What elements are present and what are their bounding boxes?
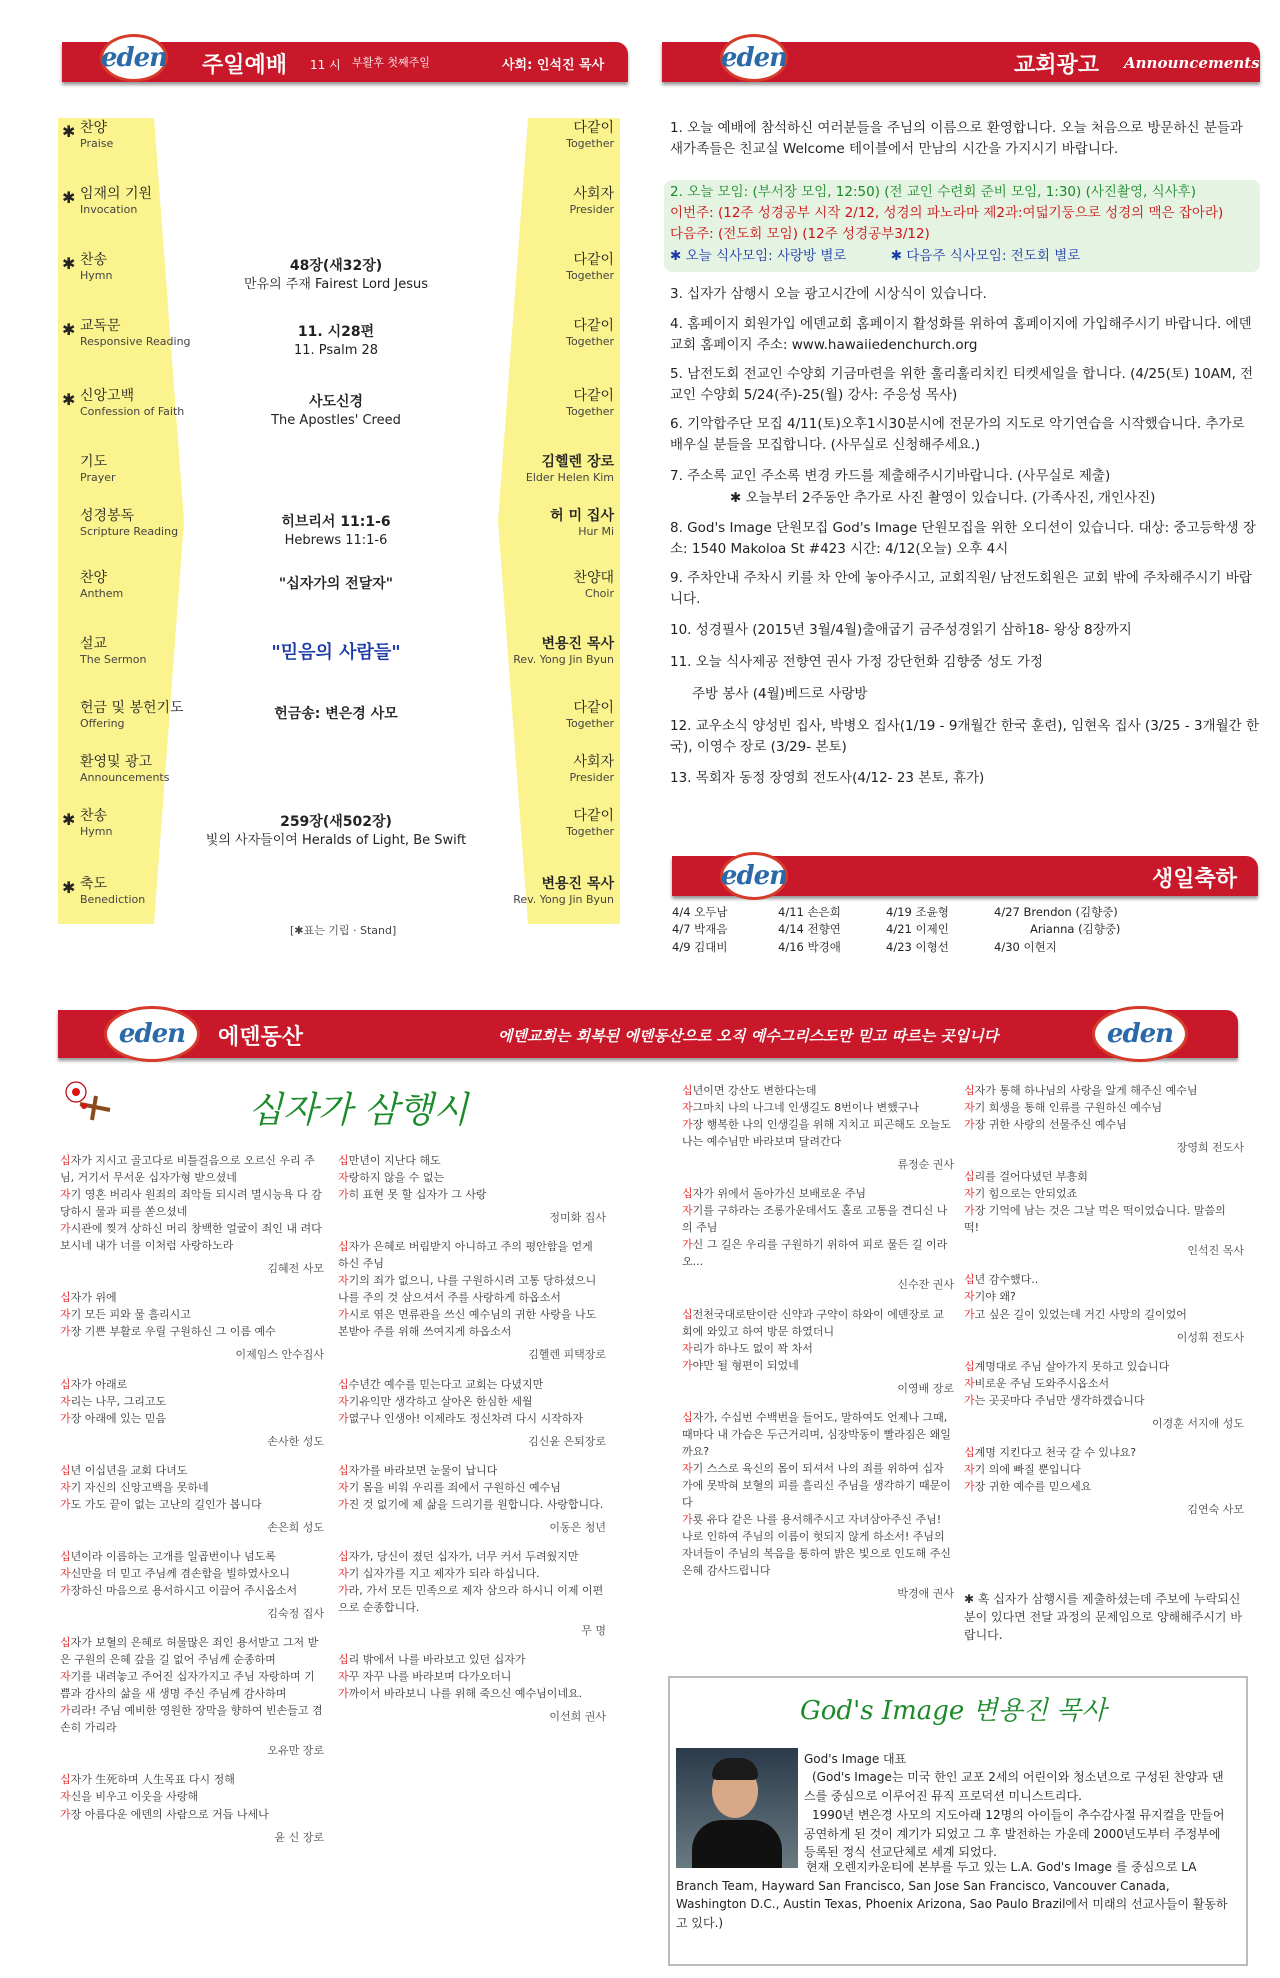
poem-title: 십자가 삼행시 (248, 1090, 469, 1131)
leader-en: Rev. Yong Jin Byun (513, 892, 614, 906)
meeting-nextweek (670, 224, 1260, 245)
poem-line: 가장 기억에 남는 것은 그날 먹은 떡이었습니다. 말씀의 떡! (964, 1204, 1226, 1235)
poem-author: 류정순 권사 (897, 1158, 954, 1172)
leader-ko: 찬양대 (573, 570, 614, 586)
leader-en: Choir (585, 586, 614, 600)
poem-line: 십전천국대로탄이란 신약과 구약이 하와이 에덴장로 교회에 와있고 하여 방문 하였더니 (682, 1307, 944, 1338)
order-item-leader (566, 388, 614, 418)
birthday-entry: 4/11 손은희 (778, 905, 841, 919)
announcement-4: 4. 홈페이지 회원가입 에덴교회 홈페이지 활성화를 위하여 홈페이지에 가입해주시기 바랍니다. 에덴교회 홈페이지 주소: www.hawaiiedenchurch.org (670, 316, 1252, 353)
leader-ko: 사회자 (573, 186, 614, 202)
announcement-3: 3. 십자가 삼행시 오늘 광고시간에 시상식이 있습니다. (670, 286, 987, 302)
meeting-today (670, 182, 1260, 203)
order-item-content (196, 574, 476, 594)
birthday-title: 생일축하 (1152, 867, 1238, 892)
poem-line: 십자가 은혜로 버림받지 아니하고 주의 평안함을 얻게 하신 주님 (338, 1240, 593, 1271)
poem-entry (682, 1306, 954, 1397)
poem-line: 십자가, 당신이 졌던 십자가, 너무 커서 두려웠지만 (338, 1549, 579, 1563)
poem-entry (964, 1168, 1244, 1259)
order-item-leader (566, 700, 614, 730)
poem-line: 자기 모든 피와 물 흘리시고 (60, 1308, 191, 1322)
poem-line: 가시관에 찢겨 상하신 머리 창백한 얼굴이 죄인 내 려다보시네 내가 너를 이처럼 사랑하노라 (60, 1222, 322, 1253)
announcement-7-note: ✱ 오늘부터 2주동안 추가로 사진 촬영이 있습니다. (가족사진, 개인사진) (730, 490, 1156, 506)
order-item-leader (566, 318, 614, 348)
order-item-leader (526, 454, 614, 484)
order-item-leader (550, 508, 614, 538)
poem-line: 자기의 죄가 없으니, 나를 구원하시려 고통 당하셨으니 나를 주의 것 삼으셔서 주를 사랑하게 하옵소서 (338, 1274, 597, 1305)
order-item-ko: 임재의 기원 (80, 186, 153, 202)
poem-entry (338, 1548, 606, 1639)
poem-author: 이성휘 전도사 (1176, 1330, 1244, 1344)
meeting-thisweek-text: 이번주: (12주 성경공부 시작 2/12, 성경의 파노라마 제2과:여덟기둥으로 성경의 맥은 잡아라) (670, 205, 1224, 221)
order-item-en: Praise (80, 136, 114, 150)
order-item-en: Invocation (80, 202, 138, 216)
poem-line: 십자가 위에 (60, 1291, 117, 1305)
birthday-col-2 (778, 904, 841, 956)
order-item-en: Anthem (80, 586, 124, 600)
order-item-label (80, 186, 152, 216)
order-item-main: "십자가의 전달자" (278, 576, 394, 592)
order-item-ko: 찬양 (80, 570, 108, 586)
order-right-arrow (498, 118, 528, 924)
godsimage-p2: 1990년 변은경 사모의 지도아래 12명의 아이들이 추수감사절 뮤지컬을 만들어 공연하게 된 것이 계기가 되었고 그 후 발전하는 가운데 2000년도부터 주정부에 등록된 정식 선교단체로 세계 되었다. (804, 1808, 1225, 1860)
birthday-entry: 4/19 조윤형 (886, 905, 949, 919)
leader-en: Rev. Yong Jin Byun (513, 652, 614, 666)
poem-line: 십리를 걸어다녔던 부흥회 (964, 1170, 1088, 1184)
poem-line: 십리 밖에서 나를 바라보고 있던 십자가 (338, 1653, 526, 1667)
leader-ko: 김헬렌 장로 (541, 454, 614, 470)
poem-author: 이선희 권사 (549, 1710, 606, 1724)
birthday-entry: 4/16 박경애 (778, 939, 841, 954)
poem-line: 십자가 아래로 (60, 1377, 128, 1391)
order-item-ko: 설교 (80, 636, 108, 652)
order-item-ko: 성경봉독 (80, 508, 135, 524)
order-item-label (80, 570, 123, 600)
eden-logo: eden (104, 1006, 200, 1062)
poem-entry (338, 1376, 606, 1450)
leader-en: Together (566, 404, 614, 418)
stand-star-icon: ✱ (62, 878, 76, 897)
poem-line: 가장 아래에 있는 믿음 (60, 1411, 167, 1425)
poem-entry (60, 1634, 324, 1759)
birthday-entry: 4/23 이형선 (886, 939, 949, 954)
poem-line: 자신을 비우고 이웃을 사랑해 (60, 1790, 199, 1804)
poem-entry (338, 1651, 606, 1725)
order-item-content (196, 256, 476, 295)
poem-line: 가엾구나 인생아! 이제라도 정신차려 다시 시작하자 (338, 1411, 584, 1425)
leader-en: Together (566, 334, 614, 348)
leader-en: Together (566, 716, 614, 730)
poem-entry (682, 1082, 954, 1173)
poem-line: 가시로 엮은 면류관을 쓰신 예수님의 귀한 사랑을 나도 본받아 주를 위해 쓰여지게 하옵소서 (338, 1308, 597, 1339)
stand-star-icon: ✱ (62, 254, 76, 273)
poem-entry (964, 1444, 1244, 1518)
poem-author: 김연숙 사모 (1187, 1502, 1244, 1516)
announcement-7: 7. 주소록 교인 주소록 변경 카드를 제출해주시기바랍니다. (사무실로 제출) (670, 468, 1111, 484)
leader-en: Elder Helen Kim (525, 470, 614, 484)
leader-en: Together (566, 136, 614, 150)
poem-line: 자리가 하나도 없이 꽉 차서 (682, 1341, 813, 1355)
worship-time: 11 시 (310, 58, 341, 72)
poem-line: 가까이서 바라보니 나를 위해 죽으신 예수님이네요. (338, 1687, 583, 1701)
order-item-label (80, 636, 146, 666)
order-item-sub: Hebrews 11:1-6 (284, 533, 388, 549)
birthday-entry: Arianna (김향중) (1030, 922, 1121, 937)
eden-logo: eden (1092, 1006, 1188, 1062)
meeting-today-text: 2. 오늘 모임: (부서장 모임, 12:50) (전 교인 수련회 준비 모임, 1:30) (사진촬영, 식사후) (670, 184, 1196, 200)
order-item-main: 259장(새502장) (280, 814, 392, 830)
poem-line: 십년 이십년을 교회 다녀도 (60, 1463, 188, 1477)
birthday-entry: 4/30 이현지 (994, 939, 1057, 954)
poem-line: 십자가, 수십번 수백번을 들어도, 말하여도 언제나 그때, 때마다 내 가슴은 두근거리며, 심장박동이 빨라짐은 왜일까요? (682, 1410, 951, 1458)
announcement-1: 1. 오늘 예배에 참석하신 여러분들을 주님의 이름으로 환영합니다. 오늘 처음으로 방문하신 분들과 새가족들은 친교실 Welcome 테이블에서 만남의 시간을 가지시기 바랍니다. (670, 120, 1243, 157)
birthday-col-4 (994, 904, 1120, 956)
eden-logo: eden (100, 34, 168, 82)
meal-next: ✱ 다음주 식사모임: 전도회 별로 (890, 248, 1081, 264)
order-item-en: Hymn (80, 268, 113, 282)
poem-line: 십자가 生死하며 人生목표 다시 정해 (60, 1773, 235, 1787)
meal-today: ✱ 오늘 식사모임: 사랑방 별로 (670, 248, 847, 264)
poem-entry (964, 1271, 1244, 1345)
meal-meeting (670, 246, 1260, 267)
order-item-main: 헌금송: 변은경 사모 (274, 706, 398, 722)
order-item-content (196, 322, 476, 361)
poem-line: 가진 것 없기에 제 삶을 드리기를 원합니다. 사랑합니다. (338, 1497, 604, 1511)
eden-motto: 에덴교회는 회복된 에덴동산으로 오직 예수그리스도만 믿고 따르는 곳입니다 (498, 1027, 999, 1045)
poem-line: 자비로운 주님 도와주시옵소서 (964, 1376, 1110, 1390)
order-item-ko: 신앙고백 (80, 388, 135, 404)
order-item-content (196, 704, 476, 724)
order-item-ko: 축도 (80, 876, 108, 892)
order-item-label (80, 318, 191, 348)
poem-author: 손은희 성도 (267, 1520, 324, 1534)
announcement-12: 12. 교우소식 양성빈 집사, 박병오 집사(1/19 - 9개월간 한국 훈련), 임현옥 집사 (3/25 - 3개월간 한국), 이영수 장로 (3/29- 본토) (670, 718, 1260, 755)
poem-line: 가장 기쁜 부활로 우릴 구원하신 그 이름 예수 (60, 1325, 276, 1339)
leader-en: Presider (569, 202, 614, 216)
poem-line: 자기야 왜? (964, 1290, 1016, 1304)
order-item-label (80, 808, 112, 838)
order-item-sub: 빛의 사자들이여 Heralds of Light, Be Swift (205, 833, 467, 849)
order-item-ko: 헌금 및 봉헌기도 (80, 700, 184, 716)
poem-line: 가장하신 마음으로 용서하시고 이끌어 주시옵소서 (60, 1583, 298, 1597)
poem-line: 가고 싶은 길이 있었는데 거긴 사망의 길이었어 (964, 1307, 1187, 1321)
poem-line: 자기를 내려놓고 주어진 십자가지고 주님 자랑하며 기쁨과 감사의 삶을 새 생명 주신 주님께 감사하며 (60, 1670, 315, 1701)
poem-line: 자꾸 자꾸 나를 바라보며 다가오더니 (338, 1670, 512, 1684)
order-item-leader (513, 876, 614, 906)
order-item-en: Prayer (80, 470, 116, 484)
leader-en: Presider (569, 770, 614, 784)
order-item-sub: The Apostles' Creed (271, 413, 401, 429)
poem-line: 자신만을 더 믿고 주님께 겸손함을 빌하였사오니 (60, 1566, 291, 1580)
order-item-leader (513, 636, 614, 666)
order-item-content (196, 812, 476, 851)
order-item-label (80, 700, 184, 730)
poem-author: 이경훈 서지애 성도 (1151, 1416, 1244, 1430)
order-item-ko: 찬양 (80, 120, 108, 136)
stand-star-icon: ✱ (62, 122, 76, 141)
order-item-leader (573, 570, 614, 600)
order-item-label (80, 876, 145, 906)
leader-ko: 변용진 목사 (541, 636, 614, 652)
poem-line: 가룟 유다 같은 나를 용서해주시고 자녀삼아주신 주님! 나로 인하여 주님의 이름이 헛되지 않게 하소서! 주님의 자녀들이 주님의 복음을 통하여 밝은 빛으로 인도해 주신 은혜 감사드립니다 (682, 1513, 951, 1578)
poem-line: 십자가 통해 하나님의 사랑을 알게 해주신 예수님 (964, 1084, 1198, 1097)
godsimage-label: God's Image 대표 (804, 1752, 907, 1766)
order-item-en: Responsive Reading (80, 334, 191, 348)
eden-banner (58, 1010, 1238, 1058)
announcement-10: 10. 성경필사 (2015년 3월/4월)출애굽기 금주성경읽기 삼하18- 왕상 8장까지 (670, 622, 1132, 638)
stand-star-icon: ✱ (62, 390, 76, 409)
poem-line: 자기 자신의 신앙고백을 못하네 (60, 1480, 209, 1494)
announcement-11: 11. 오늘 식사제공 전향연 권사 가정 강단헌화 김향중 성도 가정 (670, 654, 1044, 670)
order-item-sub: 만유의 주재 Fairest Lord Jesus (243, 277, 429, 293)
poem-line: 자기를 구하라는 조롱가운데서도 홀로 고통을 견디신 나의 주님 (682, 1204, 948, 1235)
announcement-9: 9. 주차안내 주차시 키를 차 안에 놓아주시고, 교회직원/ 남전도회원은 교회 밖에 주차해주시기 바랍니다. (670, 570, 1252, 607)
poem-entry (338, 1152, 606, 1226)
poem-line: 자리는 나무, 그리고도 (60, 1394, 167, 1408)
leader-ko: 다같이 (573, 120, 614, 136)
birthday-entry: 4/27 Brendon (김향중) (994, 905, 1118, 919)
poem-line: 자기 힘으로는 안되었죠 (964, 1187, 1078, 1201)
birthday-entry: 4/4 오두남 (672, 905, 728, 919)
leader-ko: 다같이 (573, 318, 614, 334)
poem-author: 신수잔 권사 (897, 1278, 954, 1292)
eden-title: 에덴동산 (218, 1025, 304, 1050)
leader-en: Together (566, 824, 614, 838)
meeting-thisweek (670, 203, 1260, 224)
order-item-leader (566, 808, 614, 838)
poem-line: 가는 곳곳마다 주님만 생각하겠습니다 (964, 1393, 1145, 1407)
order-item-en: The Sermon (80, 652, 147, 666)
announcement-11b: 주방 봉사 (4월)베드로 사랑방 (692, 686, 868, 702)
poem-author: 인석진 목사 (1187, 1244, 1244, 1258)
poem-entry (682, 1185, 954, 1293)
godsimage-title: God's Image 변용진 목사 (800, 1696, 1107, 1726)
poem-entry (60, 1289, 324, 1363)
birthday-entry: 4/14 전향연 (778, 922, 841, 937)
order-item-ko: 찬송 (80, 808, 108, 824)
leader-ko: 사회자 (573, 754, 614, 770)
poem-line: 십년이면 강산도 변한다는데 (682, 1084, 817, 1097)
poem-author: 이제임스 안수집사 (235, 1348, 324, 1362)
order-item-main: 48장(새32장) (289, 258, 383, 274)
birthday-entry: 4/7 박재음 (672, 922, 728, 937)
leader-ko: 다같이 (573, 252, 614, 268)
order-item-en: Announcements (80, 770, 170, 784)
order-item-en: Scripture Reading (80, 524, 179, 538)
order-item-label (80, 508, 178, 538)
poem-line: 가히 표현 못 할 십자가 그 사랑 (338, 1188, 487, 1202)
poem-line: 십만년이 지난다 해도 (338, 1154, 441, 1167)
order-item-main: 히브리서 11:1-6 (281, 514, 391, 530)
eden-logo: eden (720, 34, 788, 82)
order-item-content (196, 512, 476, 551)
poem-line: 가라, 가서 모든 민족으로 제자 삼으라 하시니 이제 이편으로 순종합니다. (338, 1583, 604, 1615)
order-item-en: Confession of Faith (80, 404, 185, 418)
poem-line: 자기 희생을 통해 인류를 구원하신 예수님 (964, 1101, 1163, 1115)
poem-entry (60, 1771, 324, 1845)
order-item-label (80, 120, 113, 150)
poem-line: 가장 행복한 나의 인생길을 위해 지치고 피곤해도 오늘도 나는 예수님만 바라보며 달려간다 (682, 1118, 951, 1149)
poem-line: 십계명대로 주님 살아가지 못하고 있습니다 (964, 1359, 1170, 1373)
godsimage-p3: 현재 오렌지카운티에 본부를 두고 있는 L.A. God's Image 를 중심으로 LA Branch Team, Hayward San Francisco, San Jose San Francisco, Vancouver Canada, Washington D.C., Austin Texas, Phoenix Arizona, Sao Paulo Brazil에서 미래의 선교사들이 활동하고 있다.) (676, 1860, 1228, 1930)
poem-line: 십자가 위에서 돌아가신 보배로운 주님 (682, 1187, 867, 1201)
order-item-label (80, 754, 169, 784)
poem-line: 자랑하지 않을 수 없는 (338, 1171, 445, 1185)
poem-line: 십자가를 바라보면 눈물이 납니다 (338, 1463, 498, 1477)
poem-author: 윤 신 장로 (274, 1830, 324, 1844)
order-item-main: "믿음의 사람들" (271, 642, 401, 663)
order-item-label (80, 454, 116, 484)
poem-line: 가장 귀한 예수를 믿으세요 (964, 1479, 1092, 1493)
stand-star-icon: ✱ (62, 810, 76, 829)
leader-ko: 다같이 (573, 808, 614, 824)
poem-author: 김헬렌 피택장로 (528, 1348, 606, 1362)
poem-entry (60, 1548, 324, 1622)
announce-subtitle: Announcements (1124, 54, 1260, 72)
worship-host: 사회: 인석진 목사 (502, 58, 605, 73)
birthday-col-3 (886, 904, 949, 956)
order-item-en: Benediction (80, 892, 146, 906)
poem-column-4 (964, 1082, 1244, 1530)
poem-author: 장영희 전도사 (1176, 1141, 1244, 1155)
poem-line: 자기 몸을 비워 우리를 죄에서 구원하신 예수님 (338, 1480, 561, 1494)
poem-entry (964, 1358, 1244, 1432)
birthday-col-1 (672, 904, 728, 956)
poem-line: 가장 귀한 사랑의 선물주신 예수님 (964, 1118, 1127, 1132)
announce-title: 교회광고 (1014, 53, 1100, 78)
poem-entry (60, 1376, 324, 1450)
cross-icon (60, 1080, 124, 1124)
poem-entry (60, 1462, 324, 1536)
worship-sunday: 부활후 첫째주일 (352, 56, 430, 69)
poem-column-3 (682, 1082, 954, 1614)
poem-line: 십자가 지시고 골고다로 비틀걸음으로 오르신 우리 주님, 거기서 무서운 십자가형 받으셨네 (60, 1154, 315, 1185)
poem-line: 자그마치 나의 나그네 인생길도 8번이나 변했구나 (682, 1101, 920, 1115)
poem-entry (682, 1409, 954, 1603)
order-item-ko: 찬송 (80, 252, 108, 268)
announcement-5: 5. 남전도회 전교인 수양회 기금마련을 위한 훌리훌리치킨 티켓세일을 합니다. (4/25(토) 10AM, 전교인 수양회 5/24(주)-25(월) 강사: 주응성 목사) (670, 366, 1254, 403)
order-item-leader (566, 252, 614, 282)
birthday-entry: 4/9 김대비 (672, 939, 728, 954)
poem-line: 자기 스스로 육신의 몸이 되셔서 나의 죄를 위하여 십자가에 못박혀 보혈의 피를 흘리신 주님을 생각하기 때문이다 (682, 1461, 951, 1509)
order-item-leader (569, 754, 614, 784)
poem-author: 무 명 (581, 1624, 606, 1638)
leader-en: Hur Mi (578, 524, 614, 538)
leader-en: Together (566, 268, 614, 282)
poem-line: 십자가 보혈의 은혜로 허물많은 죄인 용서받고 그저 받은 구원의 은혜 갚을 길 없어 주님께 순종하며 (60, 1636, 319, 1667)
poem-line: 십계명 지킨다고 천국 갈 수 있냐요? (964, 1445, 1137, 1459)
poem-entry (964, 1082, 1244, 1156)
meeting-nextweek-text: 다음주: (전도회 모임) (12주 성경공부3/12) (670, 226, 930, 242)
poem-author: 손사한 성도 (267, 1434, 324, 1448)
order-item-leader (569, 186, 614, 216)
order-item-content (196, 640, 476, 666)
leader-ko: 변용진 목사 (541, 876, 614, 892)
poem-entry (338, 1238, 606, 1363)
poem-line: 자기유익만 생각하고 살아온 한심한 세월 (338, 1394, 533, 1408)
poem-entry (60, 1152, 324, 1277)
poem-note: ✱ 혹 십자가 삼행시를 제출하셨는데 주보에 누락되신 분이 있다면 전달 과정의 문제임으로 양해해주시기 바랍니다. (964, 1592, 1242, 1642)
poem-author: 김신윤 은퇴장로 (528, 1434, 606, 1448)
poem-line: 가야만 될 형편이 되었네 (682, 1358, 799, 1372)
poem-line: 가도 가도 끝이 없는 고난의 길인가 봅니다 (60, 1497, 262, 1511)
pastor-photo (676, 1748, 798, 1868)
poem-author: 이동은 청년 (549, 1520, 606, 1534)
order-item-content (196, 392, 476, 431)
eden-logo: eden (720, 852, 788, 900)
poem-column-2 (338, 1152, 606, 1737)
order-item-en: Hymn (80, 824, 113, 838)
poem-line: 가장 아름다운 에덴의 사람으로 거듭 나세나 (60, 1807, 269, 1821)
order-item-ko: 환영및 광고 (80, 754, 153, 770)
order-item-en: Offering (80, 716, 125, 730)
leader-ko: 다같이 (573, 700, 614, 716)
poem-line: 십수년간 예수를 믿는다고 교회는 다녔지만 (338, 1377, 544, 1391)
poem-author: 박경애 권사 (897, 1587, 954, 1601)
poem-line: 자기 영혼 버리사 원죄의 죄악들 되시려 멸시능욕 다 감당하시 물과 피를 쏟으셨네 (60, 1188, 322, 1219)
poem-column-1 (60, 1152, 324, 1858)
announcement-13: 13. 목회자 동정 장영희 전도사(4/12- 23 본토, 휴가) (670, 770, 985, 786)
poem-author: 이영배 장로 (897, 1381, 954, 1395)
leader-ko: 허 미 집사 (550, 508, 614, 524)
announcement-8: 8. God's Image 단원모집 God's Image 단원모집을 위한 오디션이 있습니다. 대상: 중고등학생 장소: 1540 Makoloa St #423 시간: 4/12(오늘) 오후 4시 (670, 520, 1256, 557)
announcement-6: 6. 기악합주단 모집 4/11(토)오후1시30분시에 전문가의 지도로 악기연습을 시작했습니다. 추가로 배우실 분들을 모집합니다. (사무실로 신청해주세요.) (670, 416, 1245, 453)
birthday-entry: 4/21 이제인 (886, 922, 949, 937)
order-item-leader (566, 120, 614, 150)
poem-author: 김숙정 집사 (267, 1607, 324, 1621)
poem-line: 자기 십자가를 지고 제자가 되라 하십니다. (338, 1566, 540, 1580)
poem-entry (338, 1462, 606, 1536)
worship-title: 주일예배 (202, 53, 288, 78)
order-item-main: 11. 시28편 (297, 324, 375, 340)
poem-line: 십년이라 이름하는 고개를 일곱번이나 넘도록 (60, 1549, 276, 1563)
poem-line: 가리라! 주님 예비한 영원한 장막을 향하여 빈손들고 겸손히 가리라 (60, 1704, 323, 1735)
leader-ko: 다같이 (573, 388, 614, 404)
order-item-ko: 교독문 (80, 318, 121, 334)
stand-note: [✱표는 기립 · Stand] (290, 924, 397, 937)
godsimage-p1: (God's Image는 미국 한인 교포 2세의 어린이와 청소년으로 구성된 찬양과 댄스를 중심으로 이루어진 뮤직 프로덕션 미니스트리다. (804, 1770, 1224, 1803)
poem-line: 십년 감수했다.. (964, 1273, 1039, 1287)
stand-star-icon: ✱ (62, 320, 76, 339)
order-item-sub: 11. Psalm 28 (293, 343, 379, 359)
stand-star-icon: ✱ (62, 188, 76, 207)
poem-author: 오유만 장로 (267, 1744, 324, 1758)
poem-author: 김혜전 사모 (267, 1262, 324, 1276)
order-item-main: 사도신경 (308, 394, 364, 410)
poem-line: 자기 의에 빠질 뿐입니다 (964, 1462, 1081, 1476)
poem-line: 가신 그 길은 우리를 구원하기 위하여 피로 물든 길 이라오... (682, 1238, 948, 1269)
order-item-label (80, 388, 184, 418)
poem-author: 정미화 집사 (549, 1211, 606, 1225)
order-item-ko: 기도 (80, 454, 108, 470)
order-item-label (80, 252, 112, 282)
